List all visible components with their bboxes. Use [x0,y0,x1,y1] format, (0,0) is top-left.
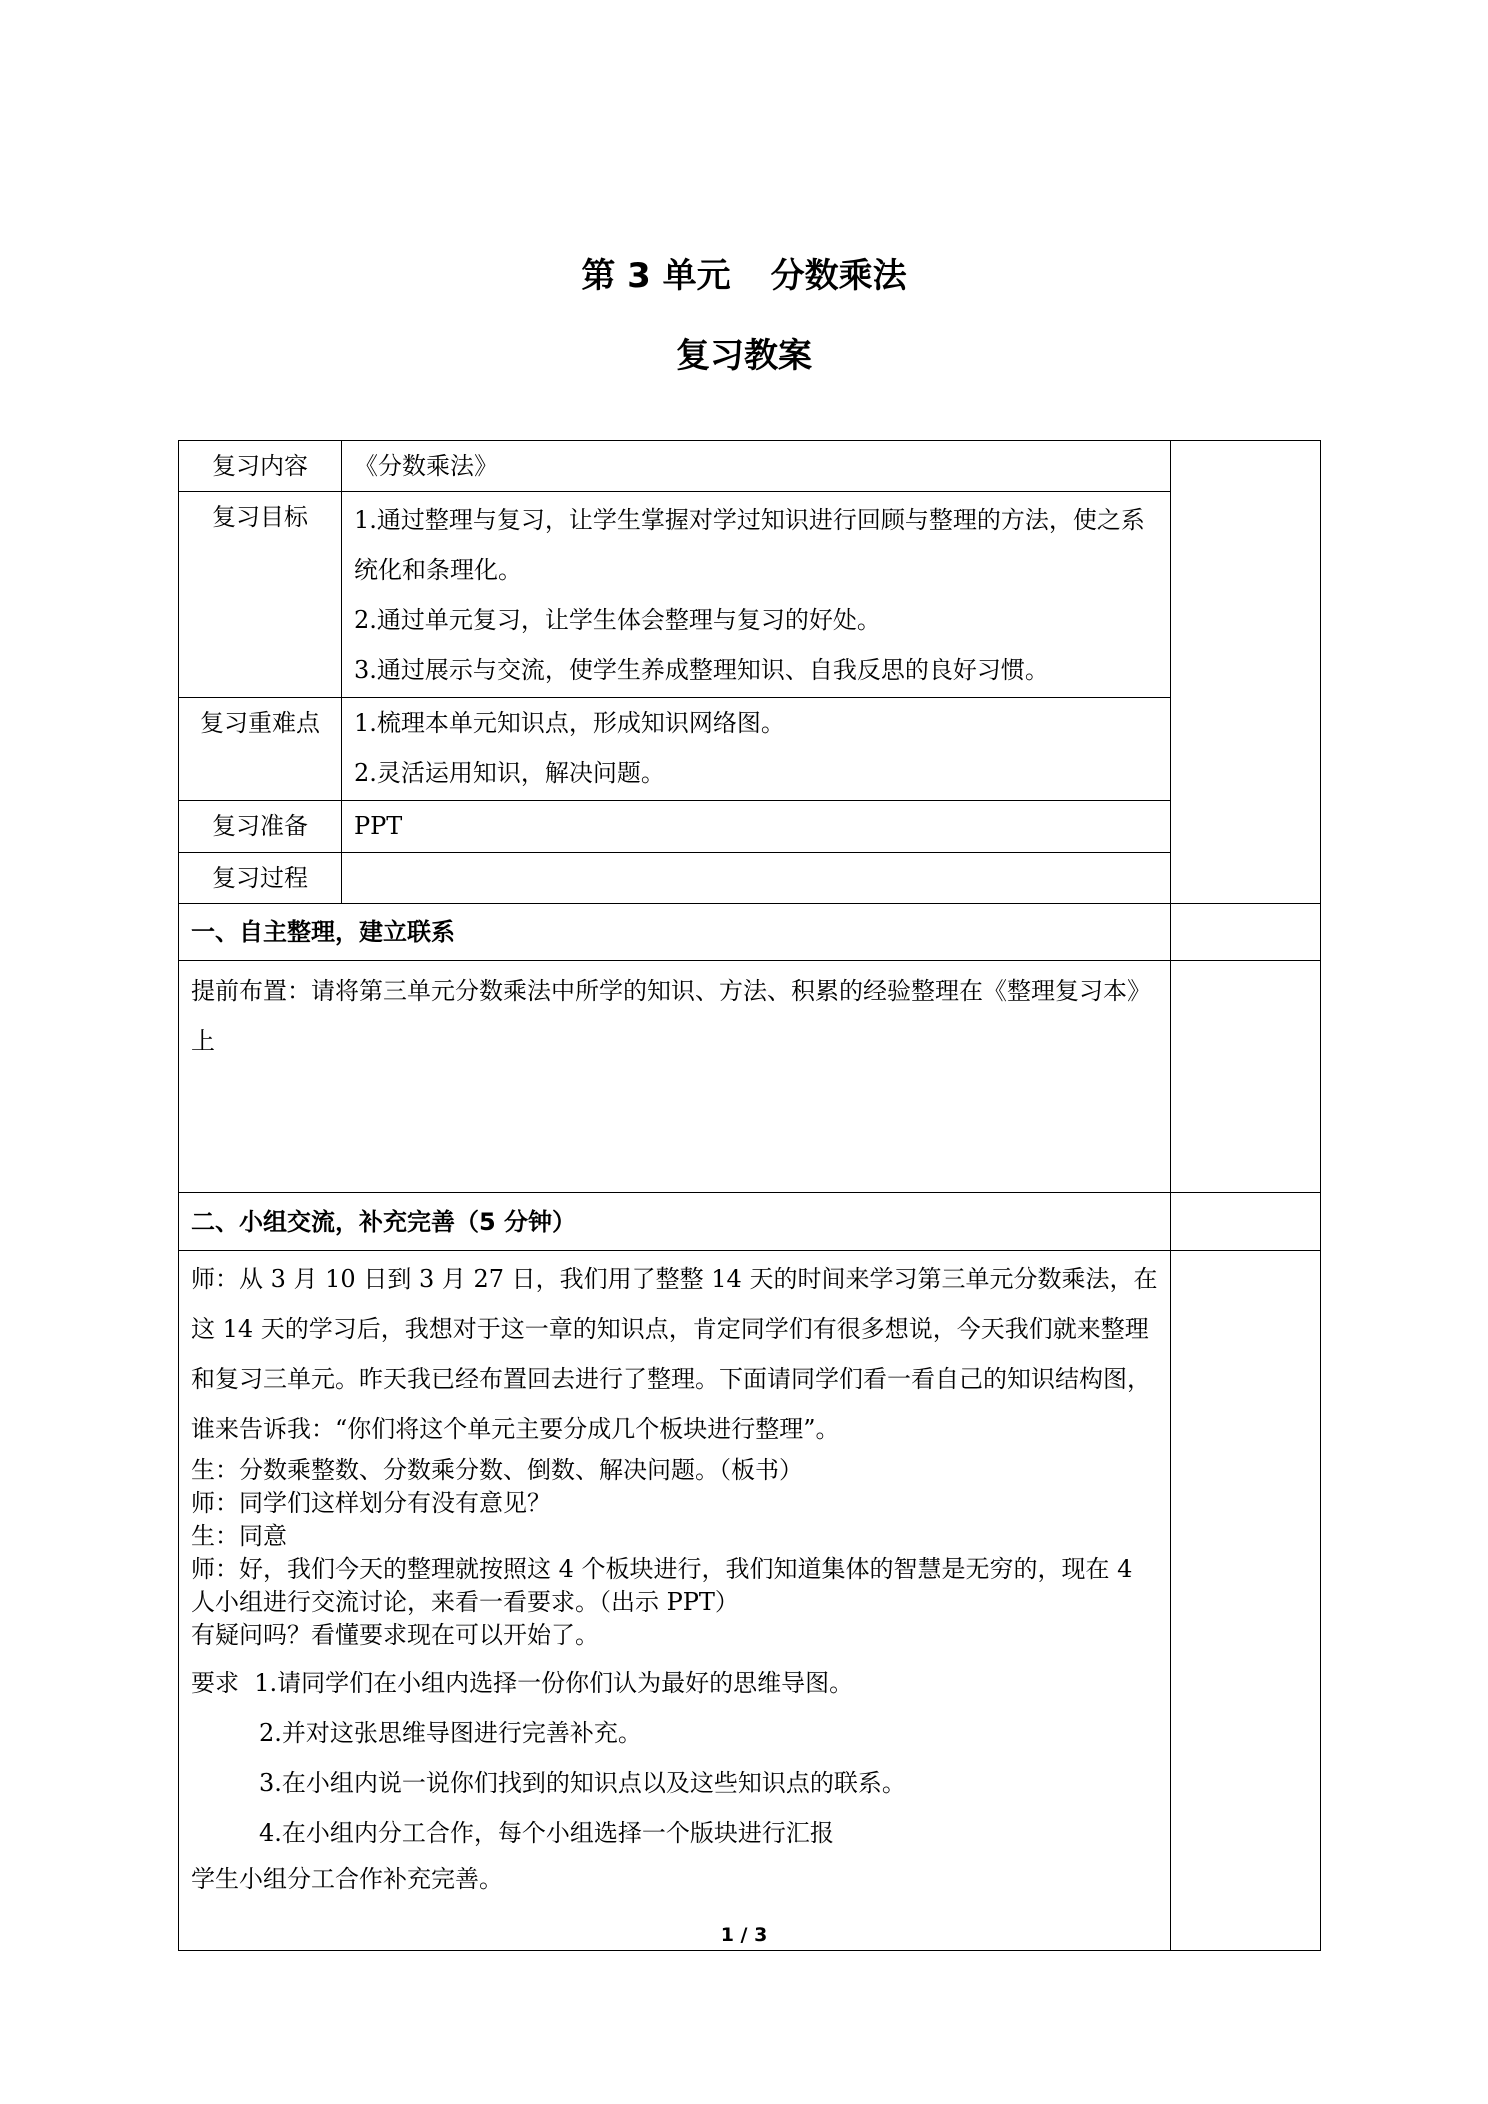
teacher-intro: 师：从 3 月 10 日到 3 月 27 日，我们用了整整 14 天的时间来学习第三单元分数乘法，在这 14 天的学习后，我想对于这一章的知识点，肯定同学们有很多想说，今天我们就来整理和复习三单元。昨天我已经布置回去进行了整理。下面请同学们看一看自己的知识结构图，谁来告诉我：“你们将这个单元主要分成几个板块进行整理”。 [191,1265,1158,1443]
unit-label: 第 3 单元 [581,256,731,296]
goals-list [342,492,1171,698]
key-points-label: 复习重难点 [179,698,342,801]
row-content [179,441,1321,492]
section2-heading: 二、小组交流，补充完善（5 分钟） [179,1193,1171,1251]
row-section1-body [179,961,1321,1193]
requirement-item: 2.并对这张思维导图进行完善补充。 [259,1719,642,1747]
requirement-item: 4.在小组内分工合作，每个小组选择一个版块进行汇报 [259,1819,834,1847]
page-subtitle: 复习教案 [676,336,812,376]
dialogue-line: 师：好，我们今天的整理就按照这 4 个板块进行，我们知道集体的智慧是无穷的，现在 4 人小组进行交流讨论，来看一看要求。（出示 PPT） [191,1555,1133,1616]
key-point-item: 2.灵活运用知识，解决问题。 [354,759,665,787]
dialogue-line: 生：同意 [191,1522,287,1550]
row-key-points [179,698,1321,801]
key-points-list [342,698,1171,801]
requirements-label: 要求 [191,1669,239,1697]
goal-item: 3.通过展示与交流，使学生养成整理知识、自我反思的良好习惯。 [354,656,1049,684]
section1-body: 提前布置：请将第三单元分数乘法中所学的知识、方法、积累的经验整理在《整理复习本》上 [179,961,1171,1193]
row-process [179,853,1321,904]
goal-item: 1.通过整理与复习，让学生掌握对学过知识进行回顾与整理的方法，使之系统化和条理化。 [354,506,1145,584]
prep-value: PPT [342,801,1171,853]
topic-label: 分数乘法 [770,256,907,296]
closing-line: 学生小组分工合作补充完善。 [191,1865,503,1893]
content-label: 复习内容 [179,441,342,492]
requirement-item: 1.请同学们在小组内选择一份你们认为最好的思维导图。 [254,1669,854,1697]
requirement-first [191,1658,1158,1708]
row-prep [179,801,1321,853]
side-cell [1171,1193,1321,1251]
content-value: 《分数乘法》 [342,441,1171,492]
dialogue-line: 师：同学们这样划分有没有意见？ [191,1489,551,1517]
row-section1-heading [179,904,1321,961]
row-goals [179,492,1321,698]
dialogue-line: 生：分数乘整数、分数乘分数、倒数、解决问题。（板书） [191,1456,803,1484]
process-label: 复习过程 [179,853,342,904]
prep-label: 复习准备 [179,801,342,853]
section1-heading: 一、自主整理，建立联系 [179,904,1171,961]
lesson-plan-table [178,440,1321,1951]
side-notes-column [1171,441,1321,904]
row-section2-body [179,1251,1321,1951]
section2-body [179,1251,1171,1951]
side-cell [1171,961,1321,1193]
row-section2-heading [179,1193,1321,1251]
key-point-item: 1.梳理本单元知识点，形成知识网络图。 [354,709,785,737]
page-number: 1 / 3 [720,1924,768,1946]
side-cell [1171,1251,1321,1951]
page-title [0,248,1488,297]
side-cell [1171,904,1321,961]
goal-item: 2.通过单元复习，让学生体会整理与复习的好处。 [354,606,881,634]
process-value [342,853,1171,904]
requirement-item: 3.在小组内说一说你们找到的知识点以及这些知识点的联系。 [259,1769,906,1797]
goals-label: 复习目标 [179,492,342,698]
dialogue-line: 有疑问吗？看懂要求现在可以开始了。 [191,1621,599,1649]
